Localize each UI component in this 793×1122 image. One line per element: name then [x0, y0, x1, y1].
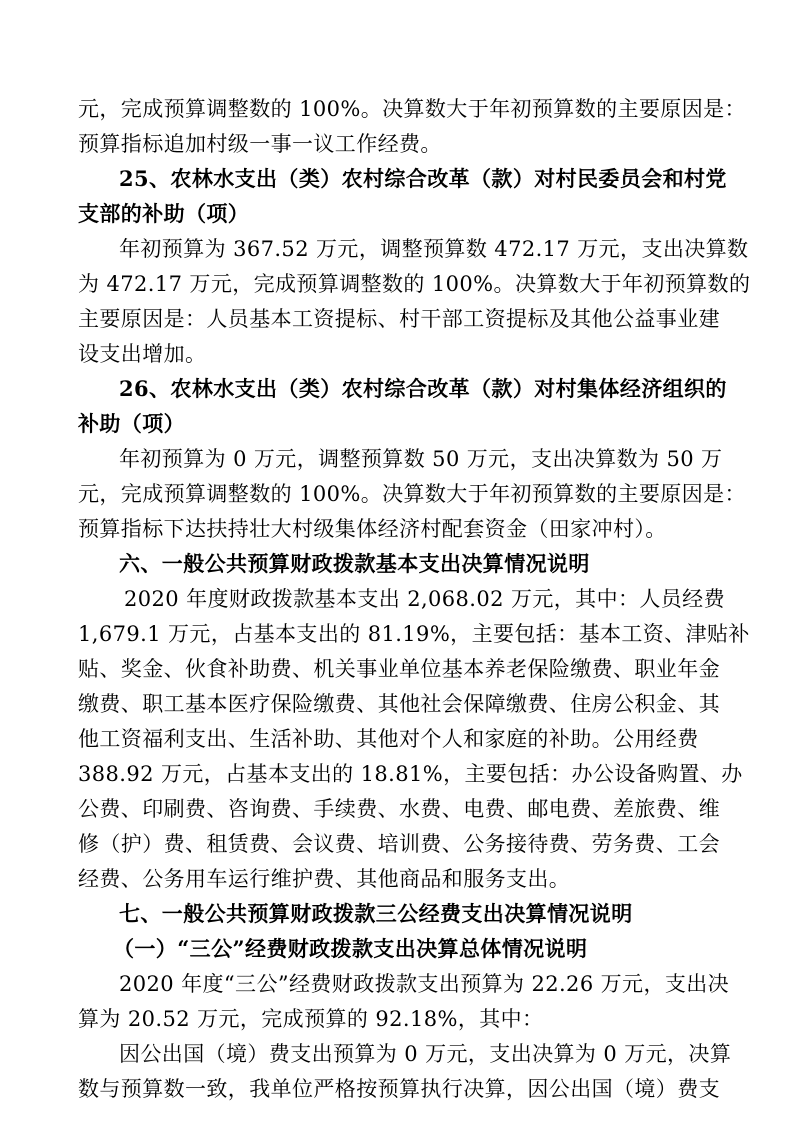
section-heading-6: 六、一般公共预算财政拨款基本支出决算情况说明	[119, 551, 590, 576]
body-text-line: 公费、印刷费、咨询费、手续费、水费、电费、邮电费、差旅费、维	[78, 797, 720, 821]
body-text-line: 预算指标追加村级一事一议工作经费。	[78, 132, 442, 156]
body-text-line: 元，完成预算调整数的 100%。决算数大于年初预算数的主要原因是：	[78, 482, 746, 506]
body-text-line: 预算指标下达扶持壮大村级集体经济村配套资金（田家冲村）。	[78, 517, 667, 541]
body-text-line: 主要原因是：人员基本工资提标、村干部工资提标及其他公益事业建	[78, 307, 720, 331]
body-text-line: 设支出增加。	[78, 342, 207, 366]
body-text-line: 算为 20.52 万元，完成预算的 92.18%，其中：	[78, 1007, 544, 1031]
body-text-line: 因公出国（境）费支出预算为 0 万元，支出决算为 0 万元，决算	[119, 1042, 732, 1066]
body-text-line: 缴费、职工基本医疗保险缴费、其他社会保障缴费、住房公积金、其	[78, 692, 720, 716]
body-text-line: 2020 年度财政拨款基本支出 2,068.02 万元，其中：人员经费	[124, 587, 725, 611]
body-text-line: 2020 年度“三公”经费财政拨款支出预算为 22.26 万元，支出决	[119, 972, 730, 996]
body-text-line: 年初预算为 367.52 万元，调整预算数 472.17 万元，支出决算数	[119, 237, 749, 261]
subsection-heading-1: （一）“三公”经费财政拨款支出决算总体情况说明	[113, 936, 588, 961]
body-text-line: 经费、公务用车运行维护费、其他商品和服务支出。	[78, 867, 571, 891]
body-text-line: 修（护）费、租赁费、会议费、培训费、公务接待费、劳务费、工会	[78, 832, 720, 856]
body-text-line: 他工资福利支出、生活补助、其他对个人和家庭的补助。公用经费	[78, 727, 699, 751]
section-heading-25-cont: 支部的补助（项）	[78, 201, 250, 226]
body-text-line: 元，完成预算调整数的 100%。决算数大于年初预算数的主要原因是：	[78, 97, 746, 121]
body-text-line: 数与预算数一致，我单位严格按预算执行决算，因公出国（境）费支	[78, 1077, 720, 1101]
section-heading-7: 七、一般公共预算财政拨款三公经费支出决算情况说明	[119, 901, 633, 926]
body-text-line: 年初预算为 0 万元，调整预算数 50 万元，支出决算数为 50 万	[119, 447, 723, 471]
section-heading-26-cont: 补助（项）	[78, 411, 185, 436]
body-text-line: 388.92 万元，占基本支出的 18.81%，主要包括：办公设备购置、办	[78, 762, 743, 786]
body-text-line: 为 472.17 万元，完成预算调整数的 100%。决算数大于年初预算数的	[78, 272, 751, 296]
body-text-line: 1,679.1 万元，占基本支出的 81.19%，主要包括：基本工资、津贴补	[78, 622, 750, 646]
body-text-line: 贴、奖金、伙食补助费、机关事业单位基本养老保险缴费、职业年金	[78, 657, 720, 681]
section-heading-26: 26、农林水支出（类）农村综合改革（款）对村集体经济组织的	[119, 376, 727, 401]
section-heading-25: 25、农林水支出（类）农村综合改革（款）对村民委员会和村党	[119, 166, 727, 191]
